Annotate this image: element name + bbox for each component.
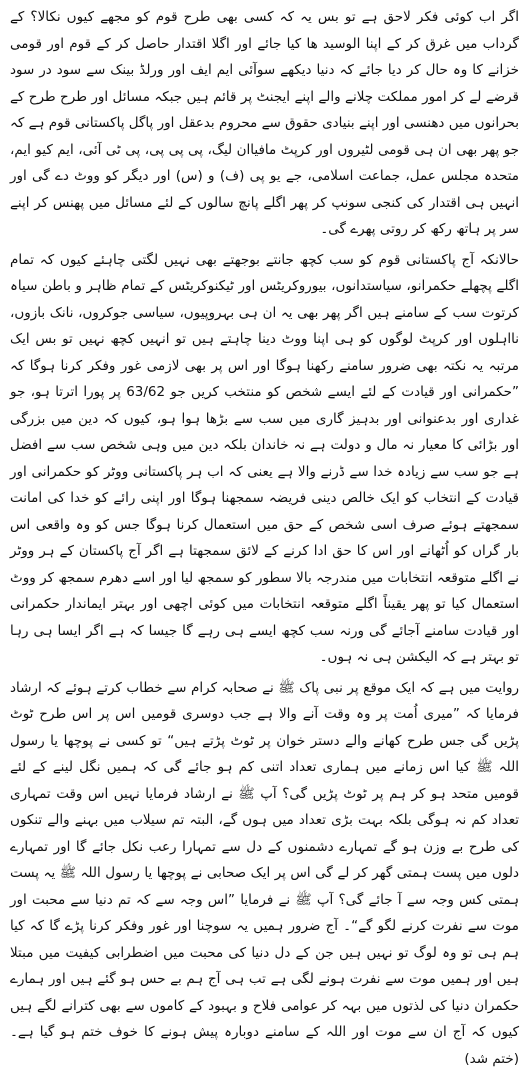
- article-paragraph-3: روایت میں ہے کہ ایک موقع پر نبی پاک ﷺ نے صحابہ کرام سے خطاب کرتے ہوئے کہ ارشاد فرمایا کہ ”میری اُمت پر وہ وقت آنے والا ہے جب دوسری قومیں اس پر اس طرح ٹوٹ پڑیں گی جس طرح کھانے والے دستر خوان پر ٹوٹ پڑتے ہیں“ تو کسی نے پوچھا یا رسول اللہ ﷺ کیا اس زمانے میں ہماری تعداد اتنی کم ہو جائے گی کہ ہمیں نگل لینے کے لئے قومیں متحد ہو کر ہم پر ٹوٹ پڑیں گی؟ آپ ﷺ نے ارشاد فرمایا نہیں اس وقت تمہاری تعداد کم نہ ہوگی بلکہ بہت بڑی تعداد میں ہوں گے، البتہ تم سیلاب میں بہنے والے تنکوں کی طرح بے وزن ہو گے تمہارے دشمنوں کے دل سے تمہارا رعب نکل جائے گا اور تمہارے دلوں میں پست ہمتی گھر کر لے گی اس پر ایک صحابی نے پوچھا یا رسول اللہ ﷺ یہ پست ہمتی کس وجہ سے آ جائے گی؟ آپ ﷺ نے فرمایا ”اس وجہ سے کہ تم دنیا سے محبت اور موت سے نفرت کرنے لگو گے“۔ آج ضرور ہمیں یہ سوچنا اور غور وفکر کرنا پڑے گا کہ کیا ہم ہی تو وہ لوگ تو نہیں ہیں جن کے دل دنیا کی محبت میں اضطرابی کیفیت میں مبتلا ہیں اور ہمیں موت سے نفرت ہونے لگی ہے تب ہی آج ہم بے حس ہو گئے ہیں اور ہمارے حکمران دنیا کی لذتوں میں بہہ کر عوامی فلاح و بہبود کے کاموں سے بھی کترانے لگے ہیں کیوں کہ آج ان سے موت اور اللہ کے سامنے دوبارہ پیش ہونے کا خوف ختم ہو گیا ہے۔ (ختم شد): [10, 679, 519, 1067]
- article-paragraph-1: اگر اب کوئی فکر لاحق ہے تو بس یہ کہ کسی بھی طرح قوم کو مجھے کیوں نکالا؟ کے گرداب میں غرق کر کے اپنا الوسید ھا کیا جائے اور اگلا اقتدار حاصل کر کے قوم اور قومی خزانے کا وہ حال کر دیا جائے کہ دنیا دیکھے سوآئی ایم ایف اور ورلڈ بینک سے سود در سود قرضے لے کر امور مملکت چلانے والے اپنے ایجنٹ پر قائم ہیں جبکہ مسائل اور طرح طرح کے بحرانوں میں دھنسی اور اپنے بنیادی حقوق سے محروم بدعقل اور پاگل پاکستانی قوم ہے کہ جو پھر بھی ان ہی قومی لٹیروں اور کرپٹ مافیاان لیگ، پی پی پی، پی ٹی آئی، ایم کیو ایم، متحدہ مجلس عمل، جماعت اسلامی، جے یو پی (ف) و (س) اور دیگر کو ووٹ دے گی اور انہیں ہی اقتدار کی کنجی سونپ کر پھر اگلے پانچ سالوں کے لئے مسائل میں پھنس کر اپنے سر پر ہاتھ رکھ کر روتی پھرے گی۔: [10, 9, 519, 237]
- article-paragraph-2: حالانکہ آج پاکستانی قوم کو سب کچھ جانتے بوجھتے بھی نہیں لگتی چاہئے کیوں کہ تمام اگلے پچھلے حکمرانو، سیاستدانوں، بیوروکریٹس اور ٹیکنوکریٹس کے تمام ظاہر و باطن سیاہ کرتوت سب کے سامنے ہیں اگر پھر بھی یہ ان ہی بہروپیوں، سیاسی جوکروں، نانک بازوں، نااہلوں اور کرپٹ لوگوں کو ہی اپنا ووٹ دینا چاہتے ہیں تو انہیں کچھ نہیں تو بس ایک مرتبہ یہ نکتہ بھی ضرور سامنے رکھنا ہوگا اور اس پر بھی لازمی غور وفکر کرنا ہوگا کہ ”حکمرانی اور قیادت کے لئے ایسے شخص کو منتخب کریں جو 63/62 پر پورا اترتا ہو، جو غداری اور بدعنوانی اور بدہیز گاری میں سب سے بڑھا ہوا ہو، کیوں کہ دین میں بزرگی اور بڑائی کا معیار نہ مال و دولت ہے نہ خاندان بلکہ دین میں وہی شخص سب سے افضل ہے جو سب سے زیادہ خدا سے ڈرنے والا ہے یعنی کہ اب ہر پاکستانی ووٹر کو حکمرانی اور قیادت کے انتخاب کو ایک خالص دینی فریضہ سمجھنا ہوگا اور اپنی رائے کو خدا کی امانت سمجھتے ہوئے صرف اسی شخص کے حق میں استعمال کرنا ہوگا جس کو وہ واقعی اس بار گراں کو اُٹھانے اور اس کا حق ادا کرنے کے لائق سمجھتا ہے اگر آج پاکستان کے ہر ووٹر نے اگلے متوقعہ انتخابات میں مندرجہ بالا سطور کو سمجھ لیا اور اسے دھرم سمجھ کر ووٹ استعمال کیا تو پھر یقیناً اگلے متوقعہ انتخابات میں کوئی اچھی اور بہتر ایماندار حکمرانی اور قیادت سامنے آجائے گی ورنہ سب کچھ ایسے ہی رہے گا جیسا کہ ہے اگر ایسا ہی رہا تو بہتر ہے کہ الیکشن ہی نہ ہوں۔: [10, 251, 519, 665]
